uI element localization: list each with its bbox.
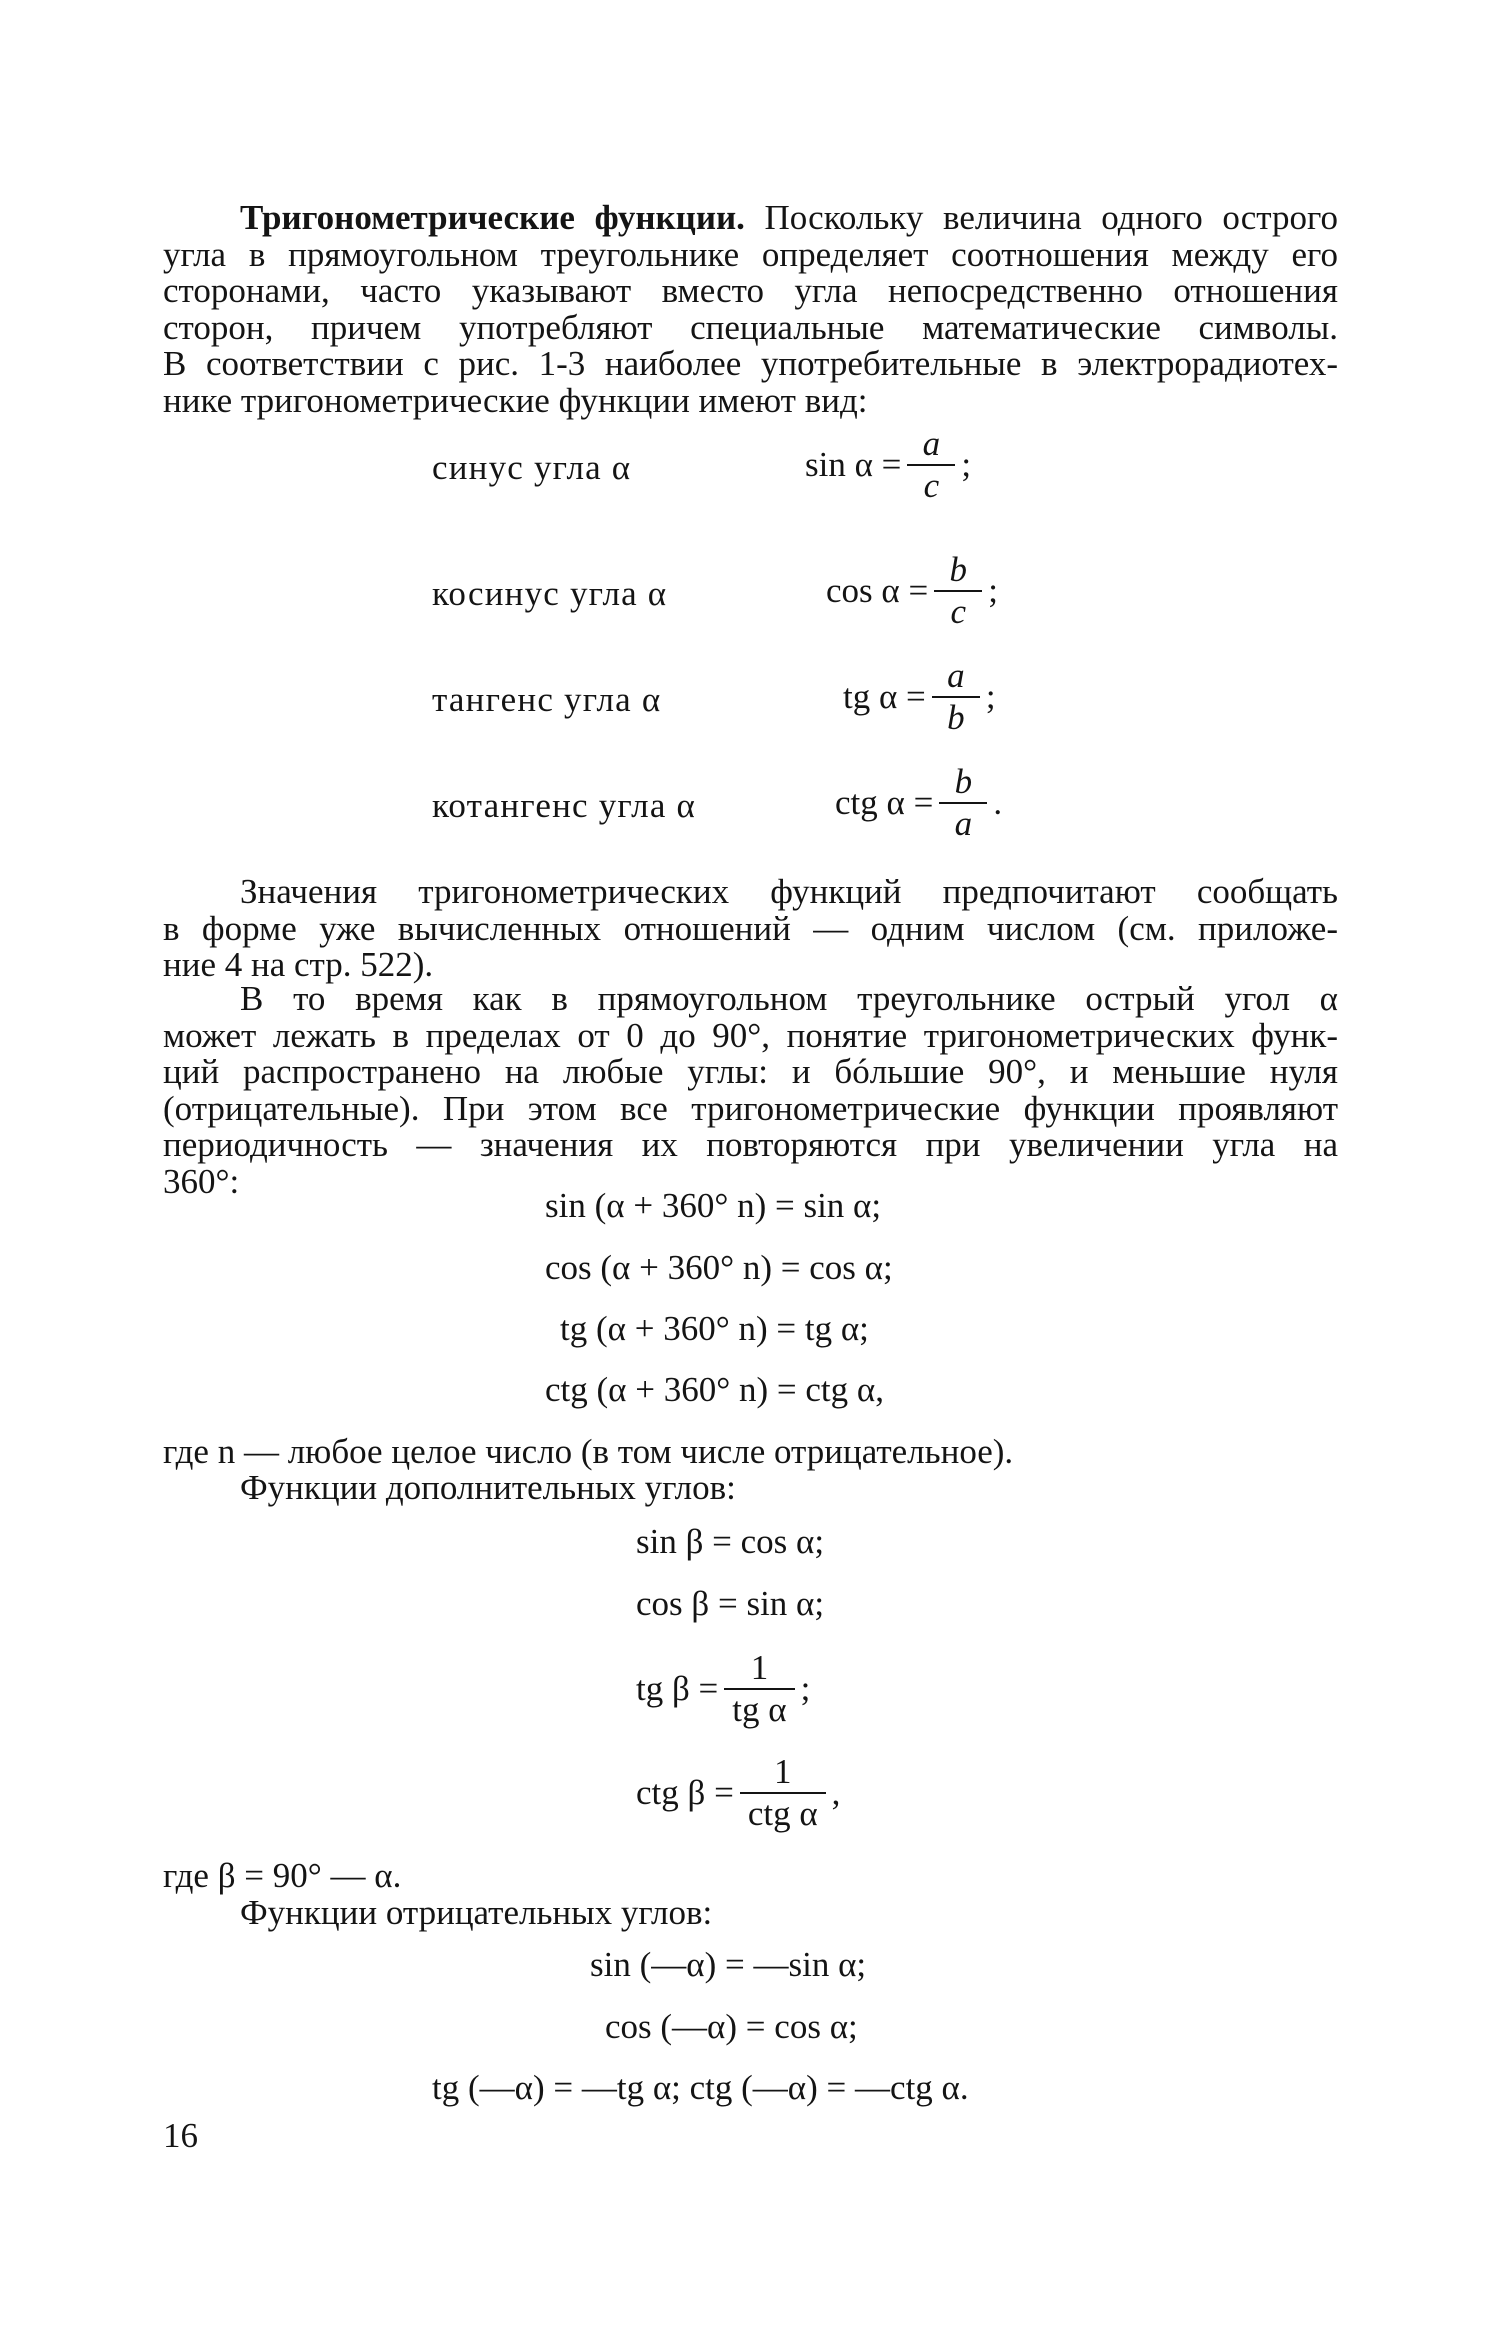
fraction: $\frac{1}{\text{ctg α}}$ <box>740 1752 826 1834</box>
periodic-eq-ctg: ctg (α + 360° n) = ctg α, <box>545 1370 884 1409</box>
periodic-eq-tg: tg (α + 360° n) = tg α; <box>560 1309 869 1348</box>
fraction: $\frac{1}{\text{tg α}}$ <box>724 1648 794 1730</box>
values-paragraph <box>163 874 1338 984</box>
where-n-line: где n — любое целое число (в том числе отрицательное). <box>163 1432 1014 1471</box>
p3-line-6: 360°: <box>163 1161 240 1201</box>
p2-line-3: ние 4 на стр. 522). <box>163 945 434 985</box>
page-number: 16 <box>163 2116 198 2155</box>
intro-line-2: угла в прямоугольном треугольнике определяет соотношения между его <box>163 234 1338 274</box>
fraction: $\frac{b}{a}$ <box>939 762 987 844</box>
intro-line-6: нике тригонометрические функции имеют вид: <box>163 380 868 420</box>
intro-line-1: Тригонометрические функции. Поскольку величина одного острого <box>240 198 1338 237</box>
complementary-eq-cos: cos β = sin α; <box>636 1584 825 1623</box>
negative-eq-sin: sin (—α) = —sin α; <box>590 1945 867 1984</box>
def-formula-sin: sin α = $\frac{a}{c}$ ; <box>805 424 972 505</box>
p3-line-1: В то время как в прямоугольном треугольнике острый угол α <box>240 979 1338 1018</box>
negative-eq-tg-ctg: tg (—α) = —tg α; ctg (—α) = —ctg α. <box>432 2068 969 2107</box>
intro-line-4: сторон, причем употребляют специальные математические символы. <box>163 307 1338 347</box>
fraction: $\frac{a}{b}$ <box>932 656 980 738</box>
periodic-eq-sin: sin (α + 360° n) = sin α; <box>545 1186 882 1225</box>
intro-line-5: В соответствии с рис. 1-3 наиболее употребительные в электрорадиотех- <box>163 344 1338 384</box>
section-heading: Тригонометрические функции. <box>240 198 745 237</box>
def-formula-tg: tg α = $\frac{a}{b}$ ; <box>843 656 996 737</box>
p3-line-2: может лежать в пределах от 0 до 90°, понятие тригонометрических функ- <box>163 1015 1338 1055</box>
def-label-cos: косинус угла α <box>432 574 668 613</box>
def-label-tg: тангенс угла α <box>432 680 662 719</box>
negative-eq-cos: cos (—α) = cos α; <box>605 2007 858 2046</box>
def-formula-ctg: ctg α = $\frac{b}{a}$ . <box>835 762 1003 843</box>
periodic-eq-cos: cos (α + 360° n) = cos α; <box>545 1248 893 1287</box>
fraction: $\frac{a}{c}$ <box>907 424 955 506</box>
def-formula-cos: cos α = $\frac{b}{c}$ ; <box>826 550 998 631</box>
p3-line-4: (отрицательные). При этом все тригонометрические функции проявляют <box>163 1088 1338 1128</box>
complementary-eq-sin: sin β = cos α; <box>636 1522 825 1561</box>
intro-paragraph <box>163 200 1338 420</box>
complementary-eq-tg: tg β = $\frac{1}{\text{tg α}}$ ; <box>636 1648 811 1729</box>
negative-title: Функции отрицательных углов: <box>240 1893 713 1932</box>
periodicity-paragraph <box>163 981 1338 1201</box>
fraction: $\frac{b}{c}$ <box>934 550 982 632</box>
p3-line-3: ций распространено на любые углы: и бóльшие 90°, и меньшие нуля <box>163 1052 1338 1092</box>
p2-line-1: Значения тригонометрических функций предпочитают сообщать <box>240 872 1338 911</box>
p3-line-5: периодичность — значения их повторяются при увеличении угла на <box>163 1125 1338 1165</box>
p2-line-2: в форме уже вычисленных отношений — одним числом (см. приложе- <box>163 908 1338 948</box>
def-label-ctg: котангенс угла α <box>432 786 697 825</box>
complementary-eq-ctg: ctg β = $\frac{1}{\text{ctg α}}$ , <box>636 1752 841 1833</box>
intro-line-3: сторонами, часто указывают вместо угла непосредственно отношения <box>163 271 1338 311</box>
complementary-title: Функции дополнительных углов: <box>240 1468 736 1507</box>
def-label-sin: синус угла α <box>432 448 632 487</box>
where-beta-line: где β = 90° — α. <box>163 1856 402 1895</box>
